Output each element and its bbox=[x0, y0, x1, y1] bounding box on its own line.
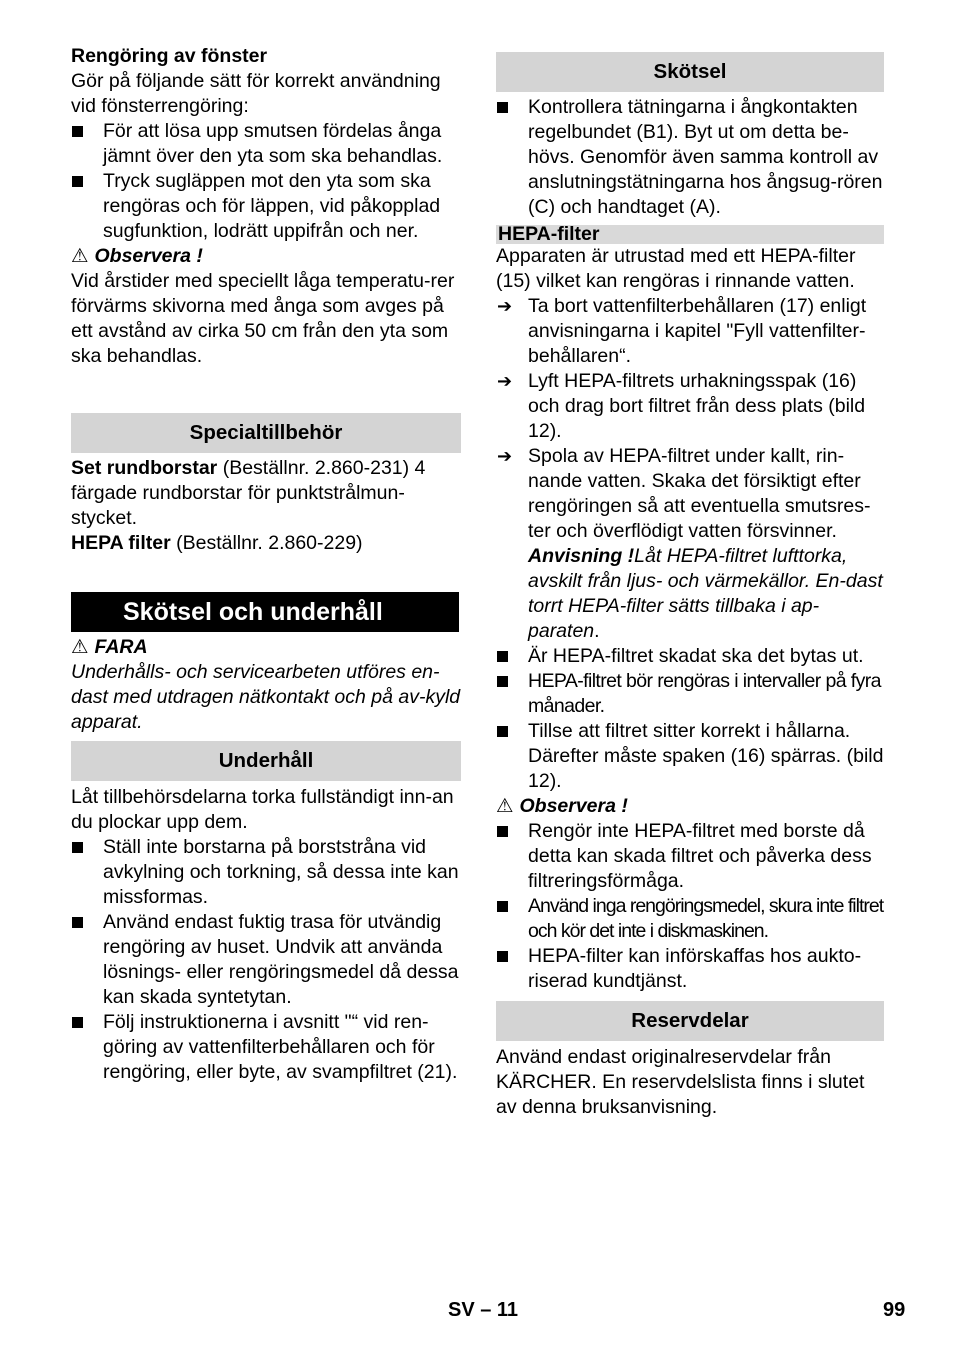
section-heading-spare-parts: Reservdelar bbox=[496, 1001, 884, 1041]
window-cleaning-title: Rengöring av fönster bbox=[71, 45, 268, 67]
bullet-square-icon bbox=[497, 826, 508, 837]
warning-triangle-icon: ⚠ bbox=[496, 795, 514, 817]
list-item: Använd endast fuktig trasa för utvändig rengöring av huset. Undvik att använda lösnings- eller rengöringsmedel då dessa kan skada syntetytan. bbox=[71, 910, 461, 1010]
list-item: Tillse att filtret sitter korrekt i hållarna. Därefter måste spaken (16) spärras. (bild 12). bbox=[496, 719, 884, 794]
bullet-square-icon bbox=[497, 726, 508, 737]
list-item: Ställ inte borstarna på borststråna vid avkylning och torkning, så dessa inte kan missformas. bbox=[71, 835, 461, 910]
warning-triangle-icon: ⚠ bbox=[71, 245, 89, 267]
list-item: HEPA-filter kan införskaffas hos aukto-riserad kundtjänst. bbox=[496, 944, 884, 994]
hepa-note: Anvisning !Låt HEPA-filtret lufttorka, avskilt från ljus- och värmekällor. En-dast torrt HEPA-filter sätts tillbaka i ap-paraten. bbox=[528, 545, 883, 642]
list-item: Är HEPA-filtret skadat ska det bytas ut. bbox=[496, 644, 884, 669]
list-item: För att lösa upp smutsen fördelas ånga jämnt över den yta som ska behandlas. bbox=[71, 119, 461, 169]
maintenance-list bbox=[71, 835, 461, 1085]
warning-text: Vid årstider med speciellt låga temperatu-rer förvärms skivorna med ånga som avges på ett avstånd av cirka 50 cm från den yta som ska behandlas. bbox=[71, 270, 455, 367]
bullet-square-icon bbox=[497, 901, 508, 912]
hepa-steps bbox=[496, 294, 884, 644]
list-item: Följ instruktionerna i avsnitt "“ vid ren-göring av vattenfilterbehållaren och för rengöring, eller byte, av svampfiltret (21). bbox=[71, 1010, 461, 1085]
arrow-right-icon: ➔ bbox=[497, 296, 513, 316]
arrow-right-icon: ➔ bbox=[497, 446, 513, 466]
bullet-square-icon bbox=[497, 102, 508, 113]
list-item: Använd inga rengöringsmedel, skura inte filtret och kör det inte i diskmaskinen. bbox=[496, 894, 884, 944]
section-heading-care: Skötsel bbox=[496, 52, 884, 92]
warning-heading: ⚠ Observera ! bbox=[71, 245, 203, 267]
step-item: ➔ Lyft HEPA-filtrets urhakningsspak (16) och drag bort filtret från dess plats (bild 12). bbox=[497, 370, 866, 442]
bullet-square-icon bbox=[72, 917, 83, 928]
bullet-square-icon bbox=[497, 651, 508, 662]
bullet-square-icon bbox=[497, 676, 508, 687]
danger-text: Underhålls- och servicearbeten utföres en-dast med utdragen nätkontakt och på av-kyld apparat. bbox=[71, 661, 461, 733]
hepa-intro: Apparaten är utrustad med ett HEPA-filter (15) vilket kan rengöras i rinnande vatten. bbox=[496, 245, 856, 292]
danger-heading: ⚠ FARA bbox=[71, 636, 148, 658]
bullet-square-icon bbox=[72, 1017, 83, 1028]
step-item: ➔ Ta bort vattenfilterbehållaren (17) enligt anvisningarna i kapitel "Fyll vattenfilter-behållaren“. bbox=[497, 295, 867, 367]
section-heading-accessories: Specialtillbehör bbox=[71, 413, 461, 453]
bullet-square-icon bbox=[497, 951, 508, 962]
spare-parts-text: Använd endast originalreservdelar från KÄRCHER. En reservdelslista finns i slutet av denna bruksanvisning. bbox=[496, 1046, 865, 1118]
hepa-warning-list bbox=[496, 819, 884, 994]
bullet-square-icon bbox=[72, 842, 83, 853]
warning-triangle-icon: ⚠ bbox=[71, 636, 89, 658]
footer-section-label: SV – 11 bbox=[448, 1299, 519, 1321]
list-item: HEPA-filtret bör rengöras i intervaller på fyra månader. bbox=[496, 669, 884, 719]
bullet-square-icon bbox=[72, 126, 83, 137]
chapter-title: Skötsel och underhåll bbox=[71, 592, 459, 632]
list-item: Tryck sugläppen mot den yta som ska rengöras och för läppen, vid påkopplad sugfunktion, lodrätt uppifrån och ner. bbox=[71, 169, 461, 244]
page-number: 99 bbox=[883, 1299, 906, 1321]
section-heading-maintenance: Underhåll bbox=[71, 741, 461, 781]
list-item: Rengör inte HEPA-filtret med borste då detta kan skada filtret och påverka dess filtreringsförmåga. bbox=[496, 819, 884, 894]
hepa-filter-title: HEPA-filter bbox=[496, 225, 884, 244]
care-list bbox=[496, 95, 884, 220]
step-item: ➔ Spola av HEPA-filtret under kallt, rin-nande vatten. Skaka det försiktigt efter rengöringen så att eventuella smutsres-ter och överflödigt vatten försvinner. Anvisning !Låt HEPA-filtret lufttorka, avskilt från ljus- och värmekällor. En-dast torrt HEPA-filter sätts tillbaka i ap-paraten. bbox=[497, 445, 883, 642]
accessory-set: Set rundborstar (Beställnr. 2.860-231) 4 färgade rundborstar för punktstrålmun-stycket. bbox=[71, 457, 426, 529]
maintenance-intro: Låt tillbehörsdelarna torka fullständigt inn-an du plockar upp dem. bbox=[71, 786, 454, 833]
arrow-right-icon: ➔ bbox=[497, 371, 513, 391]
list-item: Kontrollera tätningarna i ångkontakten regelbundet (B1). Byt ut om detta be-hövs. Genomför även samma kontroll av anslutningstätningarna hos ångsug-rören (C) och handtaget (A). bbox=[496, 95, 884, 220]
window-cleaning-intro: Gör på följande sätt för korrekt användning vid fönsterrengöring: bbox=[71, 70, 441, 117]
accessory-hepa: HEPA filter (Beställnr. 2.860-229) bbox=[71, 532, 363, 554]
bullet-square-icon bbox=[72, 176, 83, 187]
right-column bbox=[496, 52, 884, 1120]
window-cleaning-list bbox=[71, 119, 461, 244]
hepa-list bbox=[496, 644, 884, 794]
warning-heading: ⚠ Observera ! bbox=[496, 795, 628, 817]
left-column bbox=[71, 44, 461, 1085]
